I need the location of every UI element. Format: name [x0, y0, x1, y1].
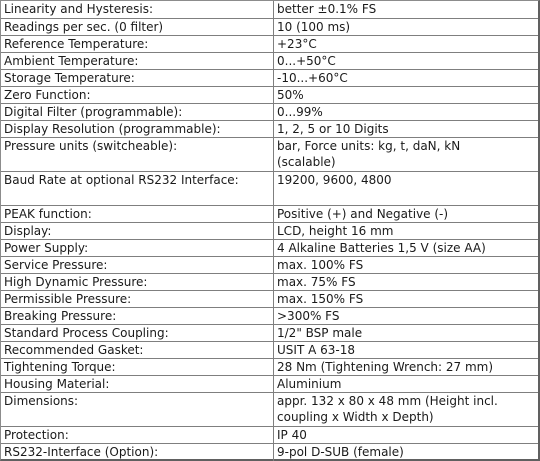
spec-label: Readings per sec. (0 filter) — [1, 19, 274, 36]
spec-label: Housing Material: — [1, 376, 274, 393]
spec-label: Pressure units (switcheable): — [1, 138, 274, 172]
spec-value: >300% FS — [274, 308, 538, 325]
spec-value: 19200, 9600, 4800 — [274, 172, 538, 206]
spec-value: max. 150% FS — [274, 291, 538, 308]
spec-value: better ±0.1% FS — [274, 1, 538, 19]
spec-label: Breaking Pressure: — [1, 308, 274, 325]
spec-row-protection — [1, 427, 538, 444]
spec-label: Power Supply: — [1, 240, 274, 257]
spec-value: 1, 2, 5 or 10 Digits — [274, 121, 538, 138]
spec-row-recommended-gasket — [1, 342, 538, 359]
spec-value: USIT A 63-18 — [274, 342, 538, 359]
spec-row-digital-filter — [1, 104, 538, 121]
spec-value: +23°C — [274, 36, 538, 53]
spec-label: Service Pressure: — [1, 257, 274, 274]
spec-row-linearity — [1, 1, 538, 19]
spec-label: Linearity and Hysteresis: — [1, 1, 274, 19]
spec-row-housing-material — [1, 376, 538, 393]
spec-label: Tightening Torque: — [1, 359, 274, 376]
spec-value: 10 (100 ms) — [274, 19, 538, 36]
spec-value: 1/2" BSP male — [274, 325, 538, 342]
spec-label: Zero Function: — [1, 87, 274, 104]
spec-label: PEAK function: — [1, 206, 274, 223]
spec-label: Display Resolution (programmable): — [1, 121, 274, 138]
spec-value: max. 75% FS — [274, 274, 538, 291]
spec-label: Display: — [1, 223, 274, 240]
spec-row-dimensions — [1, 393, 538, 427]
spec-row-service-pressure — [1, 257, 538, 274]
spec-label: Recommended Gasket: — [1, 342, 274, 359]
spec-row-process-coupling — [1, 325, 538, 342]
spec-value: 0...99% — [274, 104, 538, 121]
spec-row-high-dynamic-pressure — [1, 274, 538, 291]
spec-value: -10...+60°C — [274, 70, 538, 87]
spec-label: Dimensions: — [1, 393, 274, 427]
spec-row-display — [1, 223, 538, 240]
spec-label: Permissible Pressure: — [1, 291, 274, 308]
spec-label: High Dynamic Pressure: — [1, 274, 274, 291]
spec-row-permissible-pressure — [1, 291, 538, 308]
spec-value: IP 40 — [274, 427, 538, 444]
spec-row-storage-temperature — [1, 70, 538, 87]
spec-row-display-resolution — [1, 121, 538, 138]
spec-row-rs232-interface — [1, 444, 538, 461]
spec-value: bar, Force units: kg, t, daN, kN (scalable) — [274, 138, 538, 172]
spec-row-breaking-pressure — [1, 308, 538, 325]
spec-label: Ambient Temperature: — [1, 53, 274, 70]
spec-value: 4 Alkaline Batteries 1,5 V (size AA) — [274, 240, 538, 257]
spec-label: Digital Filter (programmable): — [1, 104, 274, 121]
spec-value: Aluminium — [274, 376, 538, 393]
spec-value: max. 100% FS — [274, 257, 538, 274]
spec-label: Baud Rate at optional RS232 Interface: — [1, 172, 274, 206]
spec-row-zero-function — [1, 87, 538, 104]
spec-row-power-supply — [1, 240, 538, 257]
spec-row-tightening-torque — [1, 359, 538, 376]
spec-label: Standard Process Coupling: — [1, 325, 274, 342]
spec-value: 28 Nm (Tightening Wrench: 27 mm) — [274, 359, 538, 376]
spec-label: Storage Temperature: — [1, 70, 274, 87]
spec-value: 9-pol D-SUB (female) — [277, 445, 404, 459]
spec-row-peak-function — [1, 206, 538, 223]
spec-label: Protection: — [1, 427, 274, 444]
spec-value: LCD, height 16 mm — [274, 223, 538, 240]
spec-value: Positive (+) and Negative (-) — [274, 206, 538, 223]
spec-row-pressure-units — [1, 138, 538, 172]
spec-row-baud-rate — [1, 172, 538, 206]
spec-row-reference-temperature — [1, 36, 538, 53]
spec-value: appr. 132 x 80 x 48 mm (Height incl. coupling x Width x Depth) — [274, 393, 538, 427]
spec-value: 0...+50°C — [274, 53, 538, 70]
spec-label: Reference Temperature: — [1, 36, 274, 53]
spec-row-ambient-temperature — [1, 53, 538, 70]
spec-label: RS232-Interface (Option): — [1, 444, 274, 461]
spec-row-readings — [1, 19, 538, 36]
spec-value: 50% — [274, 87, 538, 104]
